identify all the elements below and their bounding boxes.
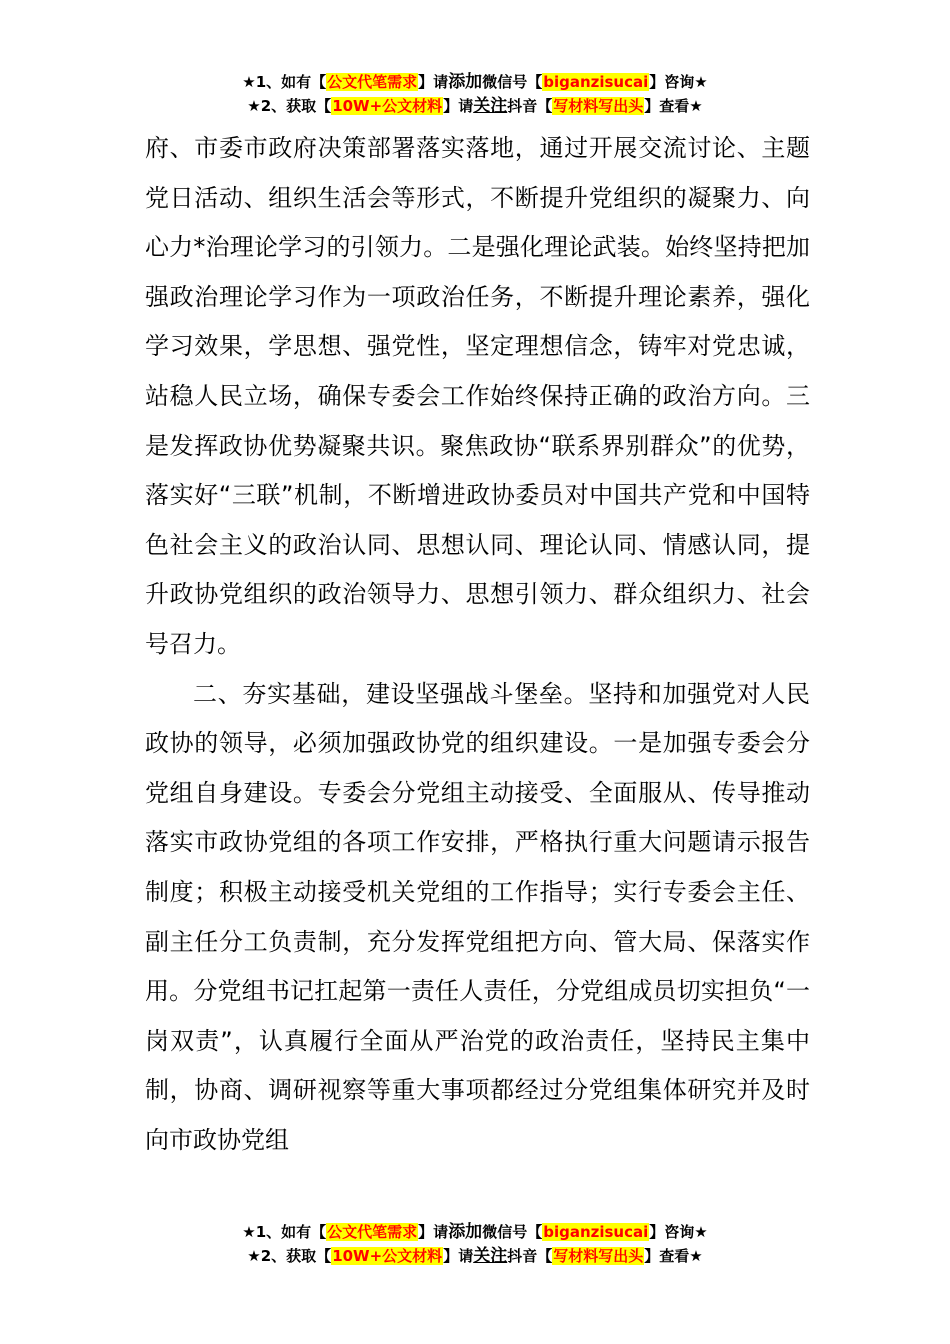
banner-highlight: 写材料写出头 — [553, 97, 644, 115]
banner-highlight: biganzisucai — [543, 1223, 649, 1241]
header-banner-line-2 — [0, 94, 950, 118]
banner-text: ★1、如有【 — [242, 1223, 327, 1241]
banner-text: 抖音【 — [507, 97, 553, 115]
header-banner — [0, 70, 950, 118]
banner-text: 】咨询★ — [649, 73, 708, 91]
banner-text: 微信号【 — [482, 73, 543, 91]
footer-banner-line-1 — [0, 1220, 950, 1244]
footer-banner-line-2 — [0, 1244, 950, 1268]
banner-highlight: 写材料写出头 — [553, 1247, 644, 1265]
header-banner-line-1 — [0, 70, 950, 94]
banner-emphasis: 关注 — [473, 1246, 508, 1266]
banner-text: 】咨询★ — [649, 1223, 708, 1241]
banner-emphasis: 关注 — [473, 96, 508, 116]
banner-text: ★2、获取【 — [247, 97, 332, 115]
banner-text: ★2、获取【 — [247, 1247, 332, 1265]
banner-highlight: 公文代笔需求 — [327, 73, 418, 91]
document-body — [145, 124, 810, 1165]
banner-highlight: 公文代笔需求 — [327, 1223, 418, 1241]
banner-text: ★1、如有【 — [242, 73, 327, 91]
paragraph-section-two: 二、夯实基础，建设坚强战斗堡垒。坚持和加强党对人民政协的领导，必须加强政协党的组织建设。一是加强专委会分党组自身建设。专委会分党组主动接受、全面服从、传导推动落实市政协党组的各项工作安排，严格执行重大问题请示报告制度；积极主动接受机关党组的工作指导；实行专委会主任、副主任分工负责制，充分发挥党组把方向、管大局、保落实作用。分党组书记扛起第一责任人责任，分党组成员切实担负“一岗双责”，认真履行全面从严治党的政治责任，坚持民主集中制，协商、调研视察等重大事项都经过分党组集体研究并及时向市政协党组 — [145, 679, 810, 1154]
banner-text: 】请 — [418, 1223, 449, 1241]
banner-text: 】请 — [443, 97, 474, 115]
banner-text: 微信号【 — [482, 1223, 543, 1241]
banner-text: 抖音【 — [507, 1247, 553, 1265]
banner-highlight: 10W+公文材料 — [332, 1247, 443, 1265]
banner-highlight: 10W+公文材料 — [332, 97, 443, 115]
banner-emphasis: 添加 — [448, 72, 483, 92]
footer-banner — [0, 1220, 950, 1268]
paragraph-continued: 府、市委市政府决策部署落实落地，通过开展交流讨论、主题党日活动、组织生活会等形式，不断提升党组织的凝聚力、向心力*治理论学习的引领力。二是强化理论武装。始终坚持把加强政治理论学习作为一项政治任务，不断提升理论素养，强化学习效果，学思想、强党性，坚定理想信念，铸牢对党忠诚，站稳人民立场，确保专委会工作始终保持正确的政治方向。三是发挥政协优势凝聚共识。聚焦政协“联系界别群众”的优势，落实好“三联”机制，不断增进政协委员对中国共产党和中国特色社会主义的政治认同、思想认同、理论认同、情感认同，提升政协党组织的政治领导力、思想引领力、群众组织力、社会号召力。 — [145, 134, 810, 658]
banner-text: 】查看★ — [644, 1247, 703, 1265]
banner-highlight: biganzisucai — [543, 73, 649, 91]
banner-text: 】请 — [443, 1247, 474, 1265]
banner-emphasis: 添加 — [448, 1222, 483, 1242]
banner-text: 】请 — [418, 73, 449, 91]
banner-text: 】查看★ — [644, 97, 703, 115]
